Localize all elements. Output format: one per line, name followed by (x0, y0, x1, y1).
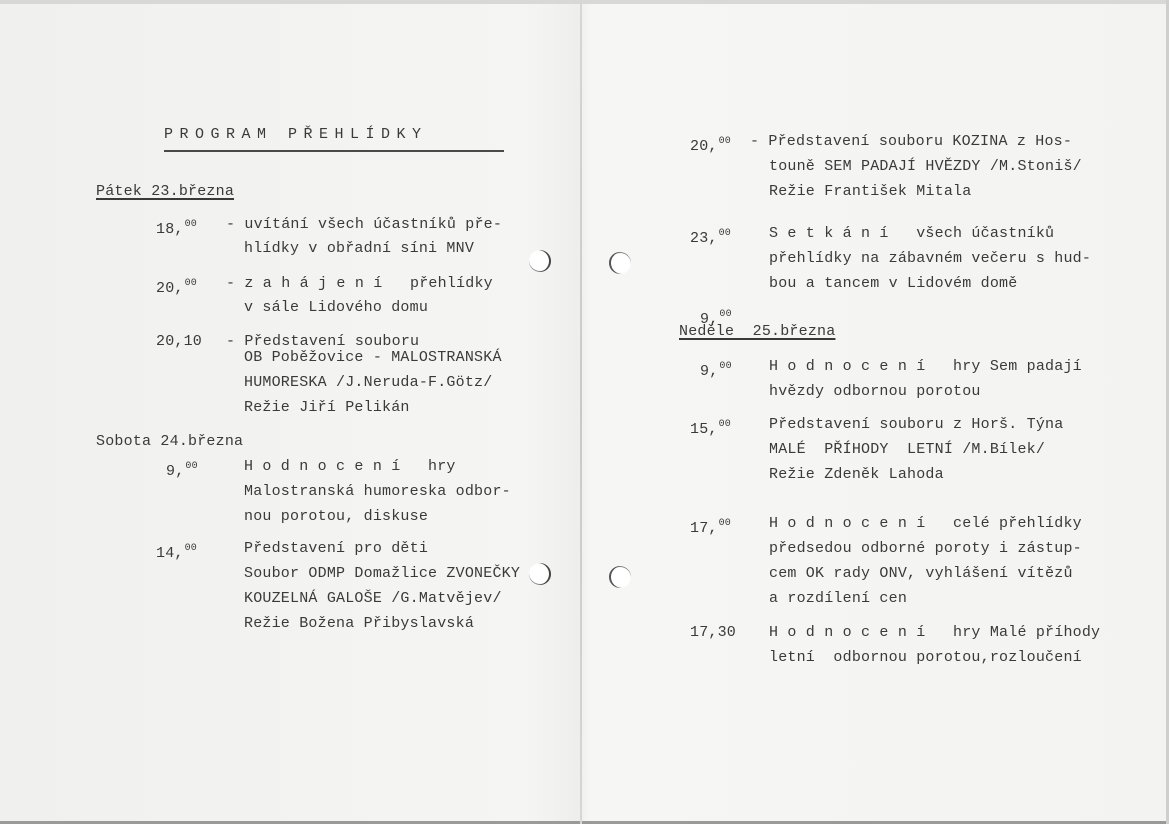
event-time (156, 213, 197, 242)
event-time (156, 537, 197, 566)
event-time: 20,10 (156, 333, 203, 350)
time-hours: 14, (156, 545, 184, 562)
time-minutes: 00 (718, 518, 732, 529)
time-minutes: 00 (185, 461, 198, 472)
time-minutes: 00 (184, 278, 198, 289)
event-line: - z a h á j e n í přehlídky (226, 275, 493, 292)
event-line: H o d n o c e n í hry Sem padají (769, 358, 1082, 375)
event-line: v sále Lidového domu (244, 299, 429, 316)
event-time (690, 413, 731, 442)
event-line: MALÉ PŘÍHODY LETNÍ /M.Bílek/ (769, 441, 1046, 458)
time-minutes: 00 (718, 228, 732, 239)
day-heading: Pátek 23.března (96, 183, 235, 200)
day-heading: Neděle 25.března (679, 323, 836, 340)
event-line: hlídky v obřadní síni MNV (244, 240, 475, 257)
day-heading: Sobota 24.března (96, 433, 244, 450)
event-time (166, 455, 198, 484)
time-minutes: 00 (184, 543, 198, 554)
event-line: Režie Božena Přibyslavská (244, 615, 475, 632)
event-line: H o d n o c e n í hry (244, 458, 456, 475)
paper-top-edge (0, 0, 1169, 4)
event-line: nou porotou, diskuse (244, 508, 429, 525)
time-hours: 9, (700, 363, 719, 380)
event-line: cem OK rady ONV, vyhlášení vítězů (769, 565, 1073, 582)
title-underline (164, 150, 504, 152)
event-line: touně SEM PADAJÍ HVĚZDY /M.Stoniš/ (769, 158, 1082, 175)
center-fold (580, 0, 582, 824)
time-minutes: 00 (718, 136, 732, 147)
time-minutes: 00 (718, 419, 732, 430)
event-line: H o d n o c e n í hry Malé příhody (769, 624, 1101, 641)
event-line: - uvítání všech účastníků pře- (226, 216, 503, 233)
event-line: Malostranská humoreska odbor- (244, 483, 511, 500)
punch-hole-icon (529, 250, 551, 272)
event-time (690, 130, 731, 159)
event-time: 17,30 (690, 624, 737, 641)
time-hours: 9, (166, 463, 185, 480)
time-minutes: 00 (184, 219, 198, 230)
event-line: KOUZELNÁ GALOŠE /G.Matvějev/ (244, 590, 502, 607)
punch-hole-icon (529, 563, 551, 585)
event-line: a rozdílení cen (769, 590, 908, 607)
time-hours: 20, (690, 138, 718, 155)
event-time (700, 355, 732, 384)
event-line: přehlídky na zábavném večeru s hud- (769, 250, 1092, 267)
event-line: HUMORESKA /J.Neruda-F.Götz/ (244, 374, 493, 391)
time-minutes: 00 (719, 309, 732, 320)
event-line: S e t k á n í všech účastníků (769, 225, 1055, 242)
time-hours: 15, (690, 421, 718, 438)
event-line: letní odbornou porotou,rozloučení (769, 649, 1082, 666)
punch-hole-icon (609, 252, 631, 274)
event-line: Režie Jiří Pelikán (244, 399, 410, 416)
event-line: Soubor ODMP Domažlice ZVONEČKY (244, 565, 521, 582)
event-line: Režie František Mitala (769, 183, 972, 200)
time-minutes: 00 (719, 361, 732, 372)
punch-hole-icon (609, 566, 631, 588)
event-line: Představení pro děti (244, 540, 429, 557)
event-line: - Představení souboru (226, 333, 420, 350)
event-line: OB Poběžovice - MALOSTRANSKÁ (244, 349, 502, 366)
time-hours: 18, (156, 221, 184, 238)
event-time (690, 222, 731, 251)
time-hours: 17, (690, 520, 718, 537)
time-hours: 9, (700, 311, 719, 328)
event-line: - Představení souboru KOZINA z Hos- (750, 133, 1073, 150)
event-line: hvězdy odbornou porotou (769, 383, 981, 400)
event-line: Představení souboru z Horš. Týna (769, 416, 1064, 433)
event-line: Režie Zdeněk Lahoda (769, 466, 944, 483)
event-line: H o d n o c e n í celé přehlídky (769, 515, 1082, 532)
event-time (156, 272, 197, 301)
event-line: předsedou odborné poroty i zástup- (769, 540, 1082, 557)
event-time (690, 512, 731, 541)
page-title: PROGRAM PŘEHLÍDKY (164, 126, 428, 143)
time-hours: 20, (156, 280, 184, 297)
time-hours: 23, (690, 230, 718, 247)
event-line: bou a tancem v Lidovém domě (769, 275, 1018, 292)
